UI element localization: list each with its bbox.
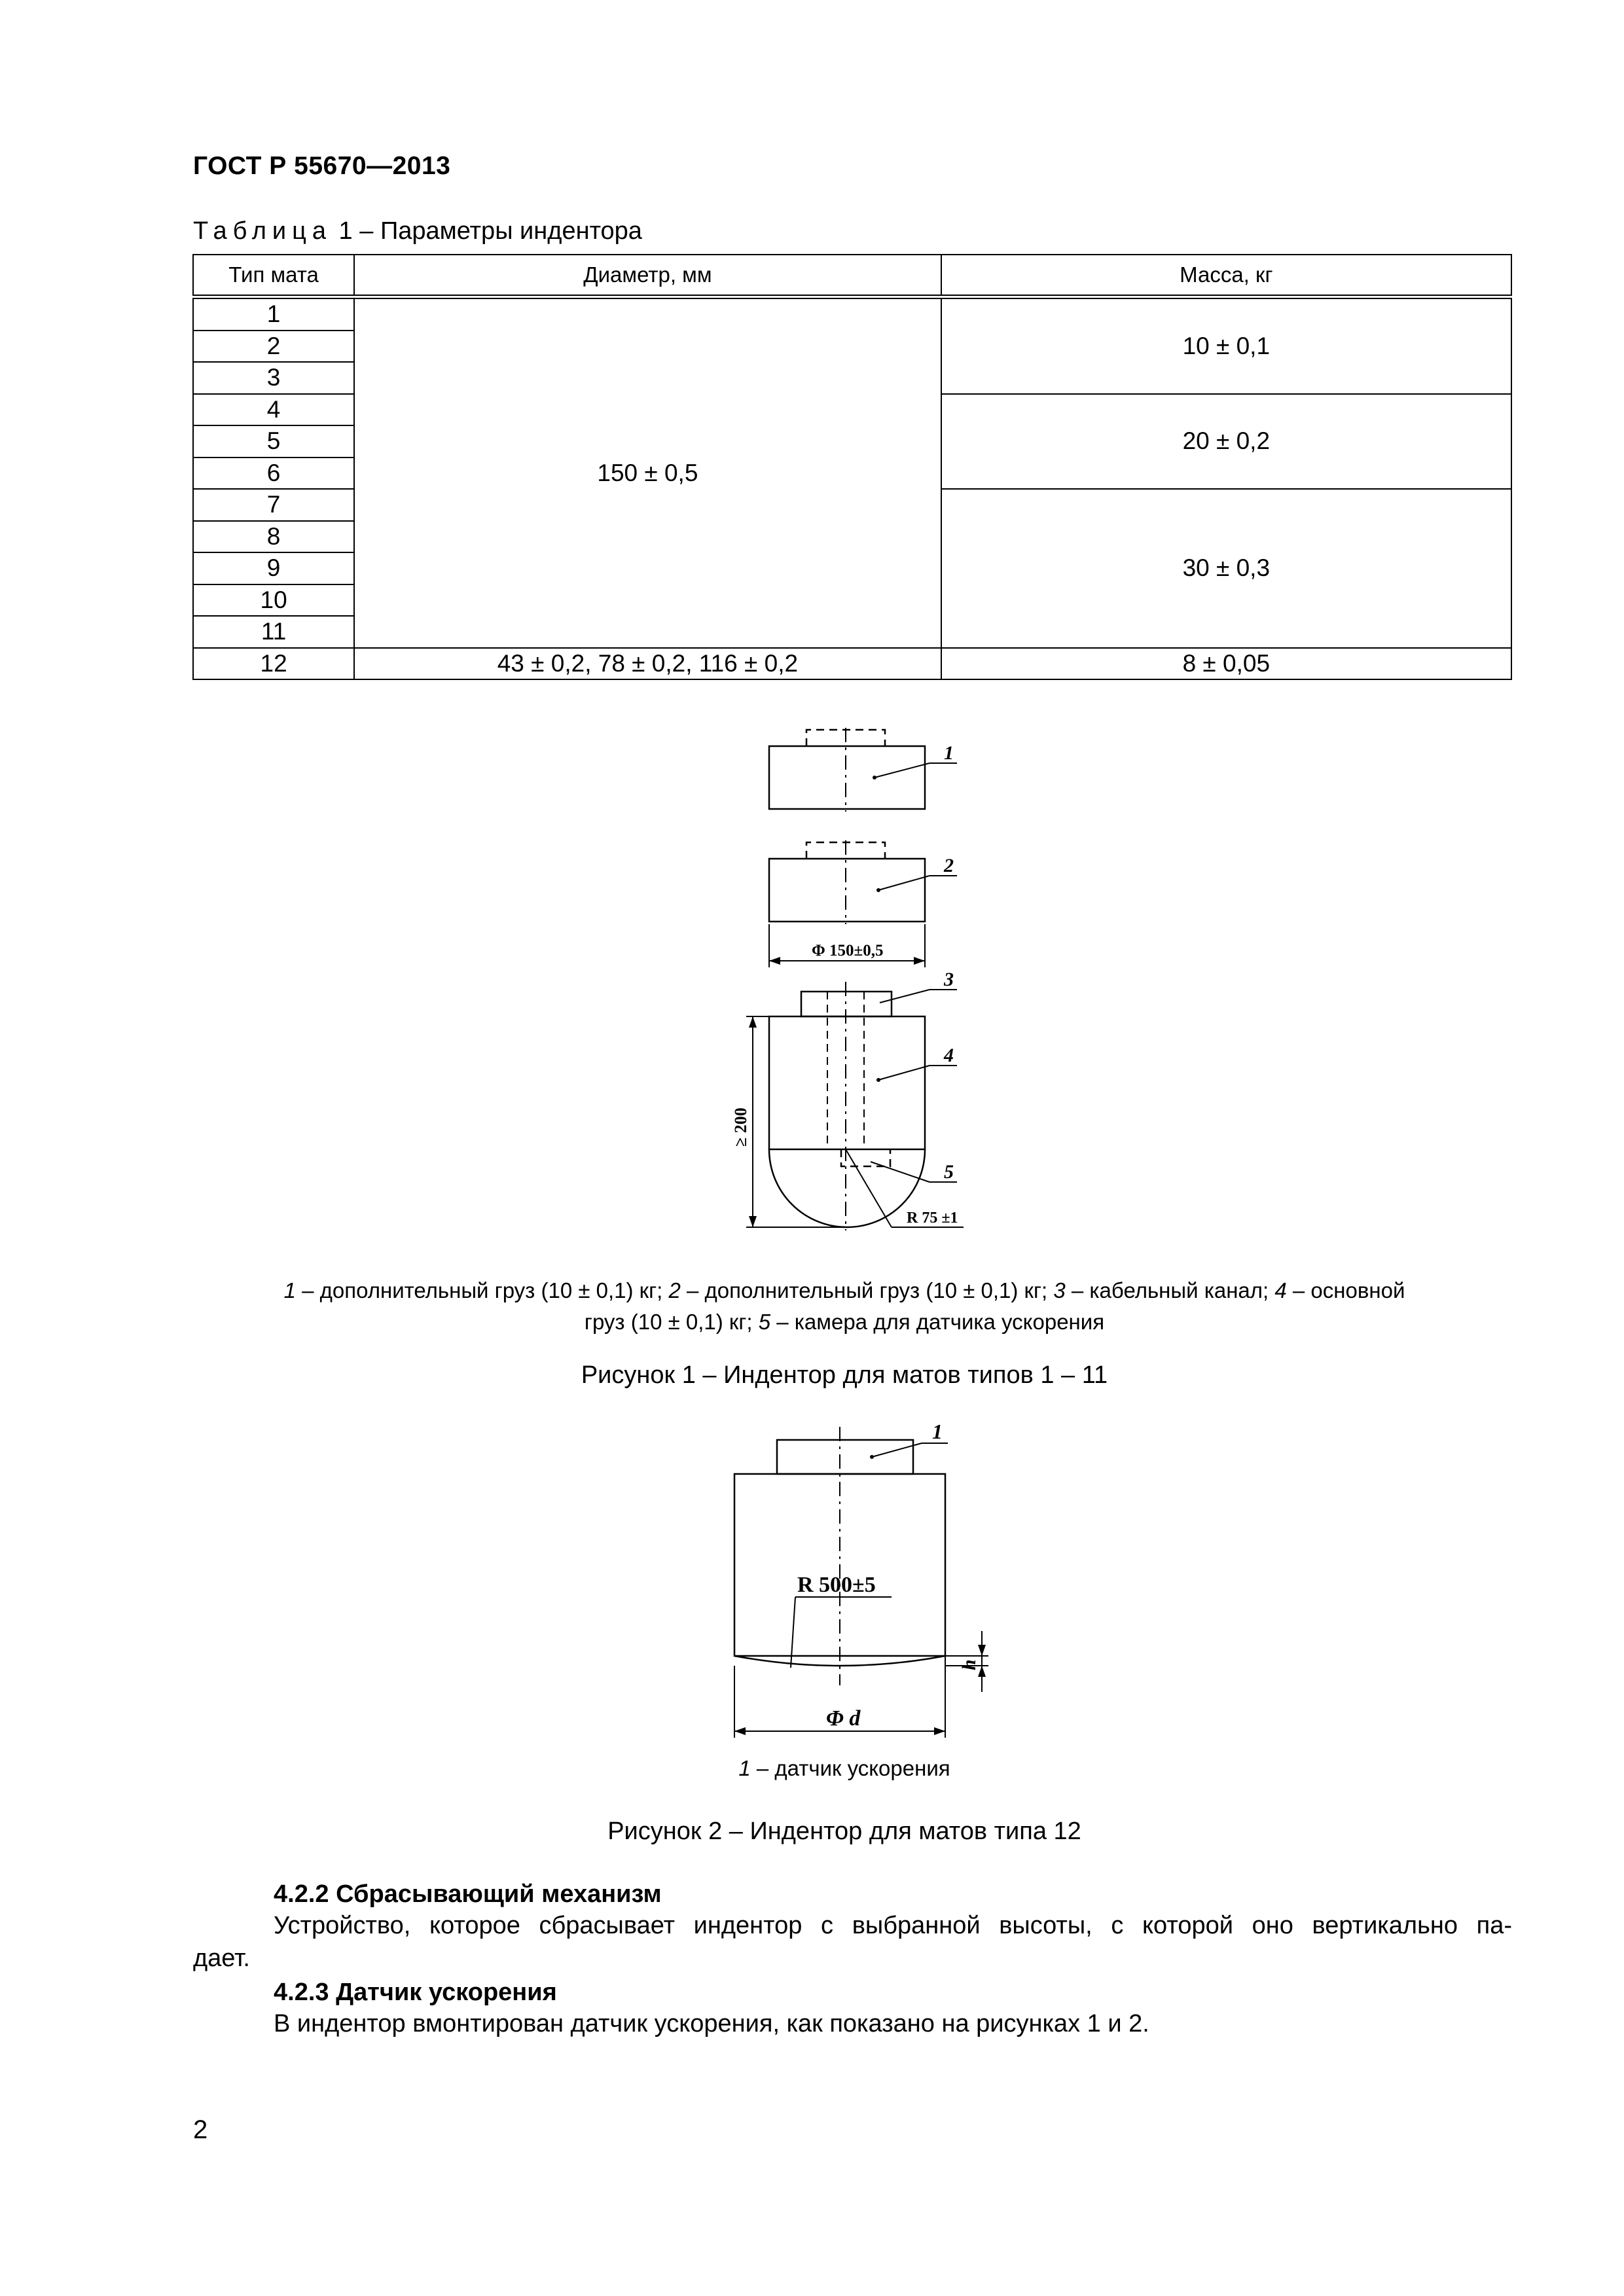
legend-text: – дополнительный груз (10 ± 0,1) кг; [295, 1278, 669, 1302]
height-dimension-text: ≥ 200 [731, 1107, 750, 1147]
additional-weight-1-body [769, 746, 925, 809]
label-5-leader [871, 1162, 929, 1182]
figure-2-d-text: Φ d [826, 1706, 861, 1731]
radius-leader [846, 1149, 892, 1227]
section-4-2-2-line-1: Устройство, которое сбрасывает индентор с выбранной высоты, с которой оно вертикально па- [274, 1912, 1512, 1939]
cell-diameter-1-11: 150 ± 0,5 [354, 297, 941, 648]
cell-mass-7-11: 30 ± 0,3 [941, 489, 1511, 648]
document-header: ГОСТ Р 55670—2013 [193, 152, 451, 180]
cell-type: 12 [193, 648, 354, 680]
legend-number: 4 [1274, 1278, 1287, 1302]
section-4-2-3-line-1: В индентор вмонтирован датчик ускорения, как показано на рисунках 1 и 2. [274, 2010, 1149, 2037]
cell-type: 8 [193, 521, 354, 553]
figure-2-legend [196, 1756, 1492, 1781]
figure-1-label-2: 2 [944, 855, 954, 876]
radius-leader [791, 1597, 795, 1668]
legend-number: 5 [758, 1310, 771, 1334]
figure-1-title: Рисунок 1 – Индентор для матов типов 1 – 11 [581, 1361, 1108, 1389]
table-caption-text: 1 – Параметры индентора [332, 217, 642, 245]
table-header-row [193, 255, 1511, 297]
header-diameter: Диаметр, мм [354, 255, 941, 297]
arrow-left [734, 1727, 746, 1735]
figure-2-drawing [707, 1394, 1021, 1761]
cell-type: 4 [193, 394, 354, 426]
label-1-leader [875, 763, 929, 778]
legend-number: 1 [738, 1756, 751, 1780]
cell-type: 1 [193, 297, 354, 331]
header-mass: Масса, кг [941, 255, 1511, 297]
figure-2-title: Рисунок 2 – Индентор для матов типа 12 [607, 1818, 1081, 1845]
indenter-parameters-table [192, 254, 1512, 680]
figure-1-label-3: 3 [944, 969, 954, 990]
arrow-right [914, 957, 925, 965]
arrow-down [749, 1216, 757, 1227]
label-2-leader [878, 876, 929, 890]
arrow-left [769, 957, 780, 965]
cell-type: 3 [193, 362, 354, 394]
label-4-leader [878, 1066, 929, 1080]
header-mat-type: Тип мата [193, 255, 354, 297]
cell-type: 9 [193, 552, 354, 584]
legend-text: – основной [1286, 1278, 1405, 1302]
figure-2-radius-text: R 500±5 [797, 1573, 876, 1597]
cell-type: 11 [193, 616, 354, 648]
radius-dimension-text: R 75 ±1 [907, 1210, 958, 1227]
legend-number: 3 [1053, 1278, 1066, 1302]
figure-1-label-1: 1 [944, 742, 954, 764]
table-row [193, 648, 1511, 680]
legend-number: 1 [283, 1278, 296, 1302]
cell-mass-1-3: 10 ± 0,1 [941, 297, 1511, 394]
label-1-point [873, 776, 876, 780]
figure-1-label-4: 4 [944, 1045, 954, 1066]
legend-text: – камера для датчика ускорения [770, 1310, 1105, 1334]
table-caption-word: Таблица [193, 217, 332, 245]
cell-type: 2 [193, 331, 354, 363]
figure-1-legend [196, 1275, 1492, 1338]
legend-text: – кабельный канал; [1065, 1278, 1275, 1302]
diameter-dimension-text: Φ 150±0,5 [812, 942, 884, 960]
main-weight-hemisphere [769, 1149, 925, 1227]
arrow-down [978, 1645, 986, 1656]
cell-type: 7 [193, 489, 354, 521]
arrow-right [934, 1727, 945, 1735]
label-2-point [876, 888, 880, 892]
label-4-point [876, 1078, 880, 1082]
cell-diameter-12: 43 ± 0,2, 78 ± 0,2, 116 ± 0,2 [354, 648, 941, 680]
sensor-cap [777, 1440, 913, 1474]
main-weight-body [769, 1016, 925, 1149]
legend-text: груз (10 ± 0,1) кг; [584, 1310, 759, 1334]
table-row [193, 297, 1511, 331]
cell-type: 6 [193, 457, 354, 490]
legend-number: 2 [668, 1278, 681, 1302]
section-4-2-2-heading: 4.2.2 Сбрасывающий механизм [274, 1880, 662, 1908]
additional-weight-2-body [769, 859, 925, 922]
figure-1-drawing [707, 720, 995, 1244]
cell-type: 10 [193, 584, 354, 617]
section-4-2-2-line-2: дает. [193, 1945, 250, 1972]
figure-2-label-1: 1 [932, 1420, 943, 1443]
accelerometer-chamber [841, 1149, 890, 1166]
table-caption [193, 217, 642, 245]
page-number: 2 [193, 2115, 208, 2144]
legend-text: – дополнительный груз (10 ± 0,1) кг; [680, 1278, 1054, 1302]
cell-mass-12: 8 ± 0,05 [941, 648, 1511, 680]
label-1-point [870, 1455, 874, 1459]
figure-1-label-5: 5 [944, 1161, 954, 1183]
section-4-2-3-heading: 4.2.3 Датчик ускорения [274, 1979, 557, 2006]
figure-2-h-text: h [958, 1659, 980, 1670]
legend-text: – датчик ускорения [750, 1756, 950, 1780]
arrow-up [749, 1016, 757, 1028]
label-1-leader [872, 1443, 922, 1457]
cell-type: 5 [193, 425, 354, 457]
cell-mass-4-6: 20 ± 0,2 [941, 394, 1511, 490]
